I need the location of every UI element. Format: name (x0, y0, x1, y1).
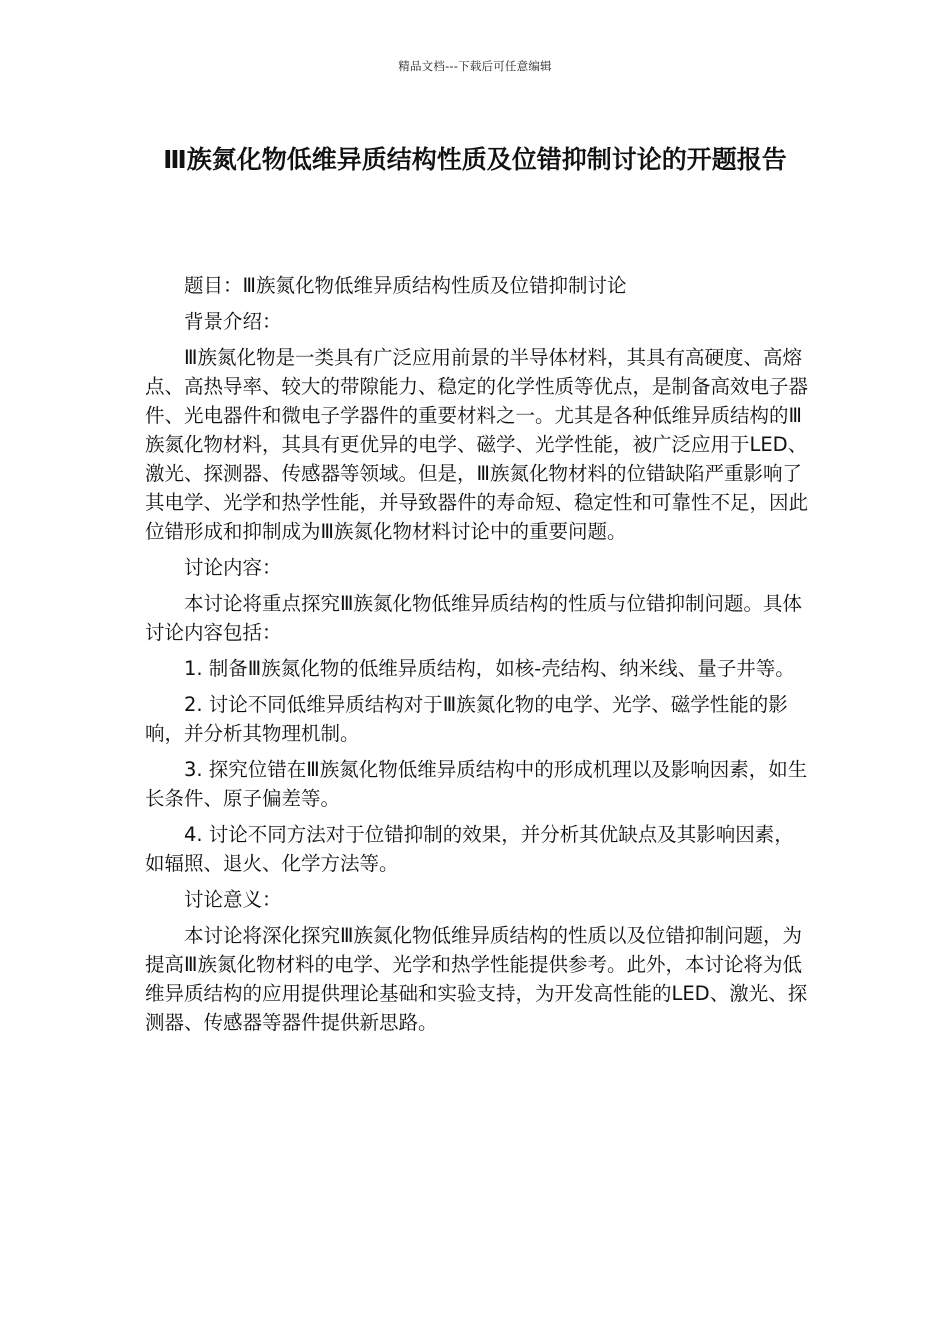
topic-line: 题目：Ⅲ族氮化物低维异质结构性质及位错抑制讨论 (184, 274, 627, 297)
background-label: 背景介绍： (184, 310, 282, 333)
content-item-2: 2. 讨论不同低维异质结构对于Ⅲ族氮化物的电学、光学、磁学性能的影响，并分析其物理机制。 (145, 693, 788, 745)
content-intro-paragraph: 本讨论将重点探究Ⅲ族氮化物低维异质结构的性质与位错抑制问题。具体讨论内容包括： (145, 592, 802, 644)
header-note: 精品文档---下载后可任意编辑 (398, 59, 552, 73)
content-item-1: 1. 制备Ⅲ族氮化物的低维异质结构，如核-壳结构、纳米线、量子井等。 (184, 657, 795, 680)
significance-paragraph: 本讨论将深化探究Ⅲ族氮化物低维异质结构的性质以及位错抑制问题，为提高Ⅲ族氮化物材料的电学、光学和热学性能提供参考。此外，本讨论将为低维异质结构的应用提供理论基础和实验支持，为开发高性能的LED、激光、探测器、传感器等器件提供新思路。 (145, 924, 808, 1034)
document-body (145, 271, 810, 1044)
content-label: 讨论内容： (184, 556, 282, 579)
document-title: Ⅲ族氮化物低维异质结构性质及位错抑制讨论的开题报告 (163, 145, 787, 174)
content-item-4: 4. 讨论不同方法对于位错抑制的效果，并分析其优缺点及其影响因素，如辐照、退火、化学方法等。 (145, 823, 794, 875)
significance-label: 讨论意义： (184, 888, 282, 911)
background-paragraph: Ⅲ族氮化物是一类具有广泛应用前景的半导体材料，其具有高硬度、高熔点、高热导率、较大的带隙能力、稳定的化学性质等优点，是制备高效电子器件、光电器件和微电子学器件的重要材料之一。尤其是各种低维异质结构的Ⅲ族氮化物材料，其具有更优异的电学、磁学、光学性能，被广泛应用于LED、激光、探测器、传感器等领域。但是，Ⅲ族氮化物材料的位错缺陷严重影响了其电学、光学和热学性能，并导致器件的寿命短、稳定性和可靠性不足，因此位错形成和抑制成为Ⅲ族氮化物材料讨论中的重要问题。 (145, 346, 809, 543)
content-item-3: 3. 探究位错在Ⅲ族氮化物低维异质结构中的形成机理以及影响因素，如生长条件、原子偏差等。 (145, 758, 808, 810)
